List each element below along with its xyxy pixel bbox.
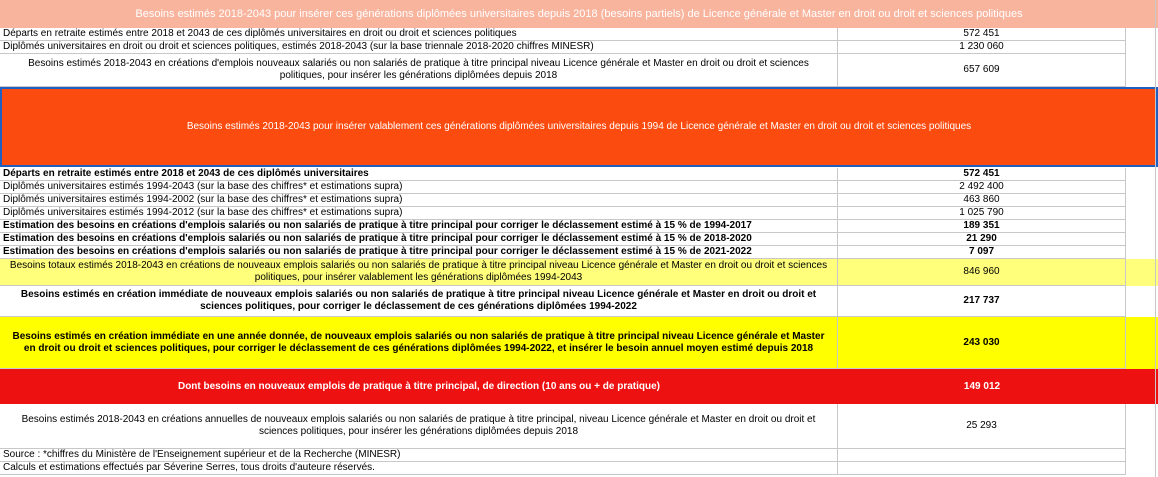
row-value: 25 293 — [838, 404, 1126, 449]
section2-header[interactable] — [0, 87, 1158, 167]
row-value: 463 860 — [838, 194, 1126, 207]
footer-source-row — [0, 449, 1158, 462]
row-label: Besoins estimés en création immédiate en une année donnée, de nouveaux emplois salariés ou non salariés de pratique à titre principal niveau Licence générale et Master en droit ou droit et sciences politiques, pour corriger le déclassement de ces générations diplômées 1994-2022, et insérer le besoin annuel moyen estimé depuis 2018 — [0, 317, 838, 369]
row-label: Départs en retraite estimés entre 2018 et 2043 de ces diplômés universitaires — [0, 168, 838, 181]
row-value: 657 609 — [838, 54, 1126, 87]
grid-line — [1155, 0, 1156, 477]
row-label: Estimation des besoins en créations d'emplois salariés ou non salariés de pratique à titre principal pour corriger le déclassement estimé à 15 % de 2021-2022 — [0, 246, 838, 259]
row-value: 149 012 — [963, 380, 1001, 392]
table-row-highlight[interactable] — [0, 317, 1158, 369]
section1-header[interactable] — [0, 0, 1158, 28]
table-row-red[interactable] — [0, 369, 1158, 404]
row-label: Diplômés universitaires estimés 1994-2043 (sur la base des chiffres* et estimations supra) — [0, 181, 838, 194]
table-row[interactable] — [0, 207, 1158, 220]
row-label: Besoins totaux estimés 2018-2043 en créations de nouveaux emplois salariés ou non salariés de pratique à titre principal niveau Licence générale et Master en droit ou droit et sciences politiques, pour insérer valablement les générations diplômées 1994-2043 — [0, 259, 838, 286]
table-row[interactable] — [0, 404, 1158, 449]
footer-source: Source : *chiffres du Ministère de l'Enseignement supérieur et de la Recherche (MINESR) — [0, 449, 838, 462]
table-row[interactable] — [0, 246, 1158, 259]
row-label: Diplômés universitaires estimés 1994-2002 (sur la base des chiffres* et estimations supra) — [0, 194, 838, 207]
footer-credits: Calculs et estimations effectués par Séverine Serres, tous droits d'auteure réservés. — [0, 462, 838, 475]
row-label: Besoins estimés 2018-2043 en créations d'emplois nouveaux salariés ou non salariés de pratique à titre principal niveau Licence générale et Master en droit ou droit et sciences politiques, pour insérer les générations diplômées depuis 2018 — [0, 54, 838, 87]
table-row-total[interactable] — [0, 259, 1158, 286]
row-label: Besoins estimés en création immédiate de nouveaux emplois salariés ou non salariés de pratique à titre principal niveau Licence générale et Master en droit ou droit et sciences politiques, pour corriger le déclassement de ces générations diplômées 1994-2022 — [0, 286, 838, 317]
section2-header-text: Besoins estimés 2018-2043 pour insérer valablement ces générations diplômées universitaires depuis 1994 de Licence générale et Master en droit ou droit et sciences politiques — [186, 121, 972, 132]
table-row[interactable] — [0, 286, 1158, 317]
row-label: Diplômés universitaires estimés 1994-2012 (sur la base des chiffres* et estimations supra) — [0, 207, 838, 220]
row-value: 846 960 — [838, 259, 1126, 286]
table-row[interactable] — [0, 54, 1158, 87]
row-value: 1 230 060 — [838, 41, 1126, 54]
row-value: 7 097 — [838, 246, 1126, 259]
empty-cell — [838, 449, 1126, 462]
table-row[interactable] — [0, 194, 1158, 207]
row-value: 572 451 — [838, 168, 1126, 181]
row-value: 21 290 — [838, 233, 1126, 246]
row-label: Besoins estimés 2018-2043 en créations annuelles de nouveaux emplois salariés ou non salariés de pratique à titre principal, niveau Licence générale et Master en droit ou droit et sciences politiques, pour insérer les générations diplômées depuis 2018 — [0, 404, 838, 449]
row-label: Estimation des besoins en créations d'emplois salariés ou non salariés de pratique à titre principal pour corriger le déclassement estimé à 15 % de 2018-2020 — [0, 233, 838, 246]
section1-header-text: Besoins estimés 2018-2043 pour insérer ces générations diplômées universitaires depuis 2018 (besoins partiels) de Licence générale et Master en droit ou droit et sciences politiques — [135, 8, 1023, 20]
row-label: Estimation des besoins en créations d'emplois salariés ou non salariés de pratique à titre principal pour corriger le déclassement estimé à 15 % de 1994-2017 — [0, 220, 838, 233]
row-label: Diplômés universitaires en droit ou droit et sciences politiques, estimés 2018-2043 (sur la base triennale 2018-2020 chiffres MINESR) — [0, 41, 838, 54]
row-value: 1 025 790 — [838, 207, 1126, 220]
footer-credits-row — [0, 462, 1158, 475]
table-row[interactable] — [0, 168, 1158, 181]
row-value: 189 351 — [838, 220, 1126, 233]
table-row[interactable] — [0, 181, 1158, 194]
row-value: 2 492 400 — [838, 181, 1126, 194]
table-row[interactable] — [0, 233, 1158, 246]
row-value: 243 030 — [838, 317, 1126, 369]
table-row[interactable] — [0, 220, 1158, 233]
table-row[interactable] — [0, 28, 1158, 41]
row-label: Départs en retraite estimés entre 2018 et 2043 de ces diplômés universitaires en droit ou droit et sciences politiques — [0, 28, 838, 41]
row-value: 217 737 — [838, 286, 1126, 317]
row-label: Dont besoins en nouveaux emplois de pratique à titre principal, de direction (10 ans ou + de pratique) — [177, 380, 661, 392]
empty-cell — [838, 462, 1126, 475]
row-value: 572 451 — [838, 28, 1126, 41]
table-row[interactable] — [0, 41, 1158, 54]
